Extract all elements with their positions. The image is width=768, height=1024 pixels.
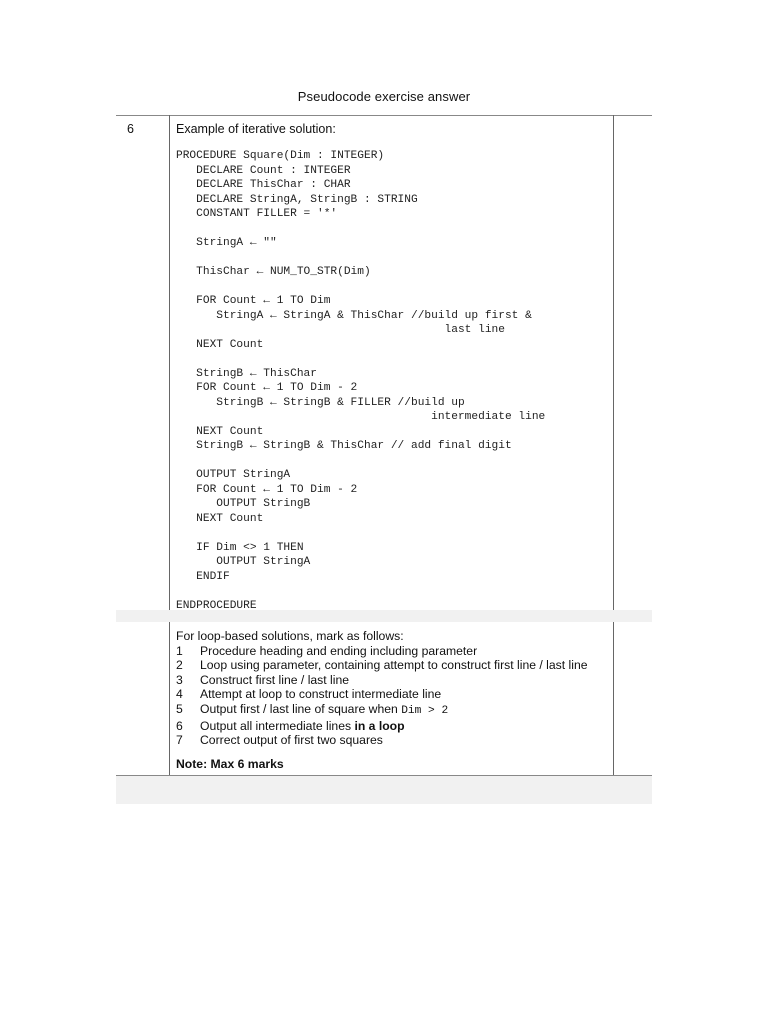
- mark-item-code: Dim > 2: [401, 704, 449, 717]
- mark-item-number: 5: [176, 701, 183, 716]
- mark-item-number: 1: [176, 643, 183, 658]
- mark-item-text: Attempt at loop to construct intermediate line: [200, 687, 442, 702]
- mark-item-emphasis: in a loop: [354, 718, 405, 733]
- column-divider-left: [169, 622, 170, 775]
- mark-item-text: Loop using parameter, containing attempt to construct first line / last line: [200, 658, 588, 673]
- mark-item: [176, 687, 588, 702]
- mark-item: [176, 658, 588, 673]
- column-divider-right: [613, 115, 614, 610]
- mark-item-number: 3: [176, 672, 183, 687]
- mark-item-text: Output all intermediate lines: [200, 718, 355, 733]
- question-number: 6: [127, 122, 134, 136]
- table-top-border: [116, 115, 652, 116]
- mark-item-number: 2: [176, 658, 183, 673]
- marking-intro: For loop-based solutions, mark as follows:: [176, 629, 404, 643]
- mark-item-text: Procedure heading and ending including parameter: [200, 643, 478, 658]
- marking-scheme: [176, 629, 588, 748]
- pseudocode-block: PROCEDURE Square(Dim : INTEGER) DECLARE Count : INTEGER DECLARE ThisChar : CHAR DECLARE StringA, StringB : STRING CONSTANT FILLER = '*' StringA ← "" ThisChar ← NUM_TO_STR(Dim) FOR Count ← 1 TO Dim StringA ← StringA & ThisChar //build up first & last line NEXT Count StringB ← ThisChar FOR Count ← 1 TO Dim - 2 StringB ← StringB & FILLER //build up intermediate line NEXT Count StringB ← StringB & ThisChar // add final digit OUTPUT StringA FOR Count ← 1 TO Dim - 2 OUTPUT StringB NEXT Count IF Dim <> 1 THEN OUTPUT StringA ENDIF ENDPROCEDURE: [176, 150, 546, 612]
- answer-heading: Example of iterative solution:: [176, 122, 336, 136]
- mark-item-text: Correct output of first two squares: [200, 733, 383, 748]
- max-marks-note: Note: Max 6 marks: [176, 757, 284, 771]
- mark-item: [176, 719, 588, 734]
- table-footer-shade: [116, 776, 652, 804]
- mark-item: [176, 644, 588, 659]
- mark-item: [176, 733, 588, 748]
- mark-item-number: 6: [176, 718, 183, 733]
- mark-item-number: 4: [176, 687, 183, 702]
- mark-item: [176, 702, 588, 719]
- mark-item-text: Construct first line / last line: [200, 672, 350, 687]
- column-divider-right: [613, 622, 614, 775]
- mark-item-number: 7: [176, 733, 183, 748]
- page-title: Pseudocode exercise answer: [297, 89, 471, 104]
- mark-item: [176, 673, 588, 688]
- column-divider-left: [169, 115, 170, 610]
- mark-item-text: Output first / last line of square when: [200, 701, 402, 716]
